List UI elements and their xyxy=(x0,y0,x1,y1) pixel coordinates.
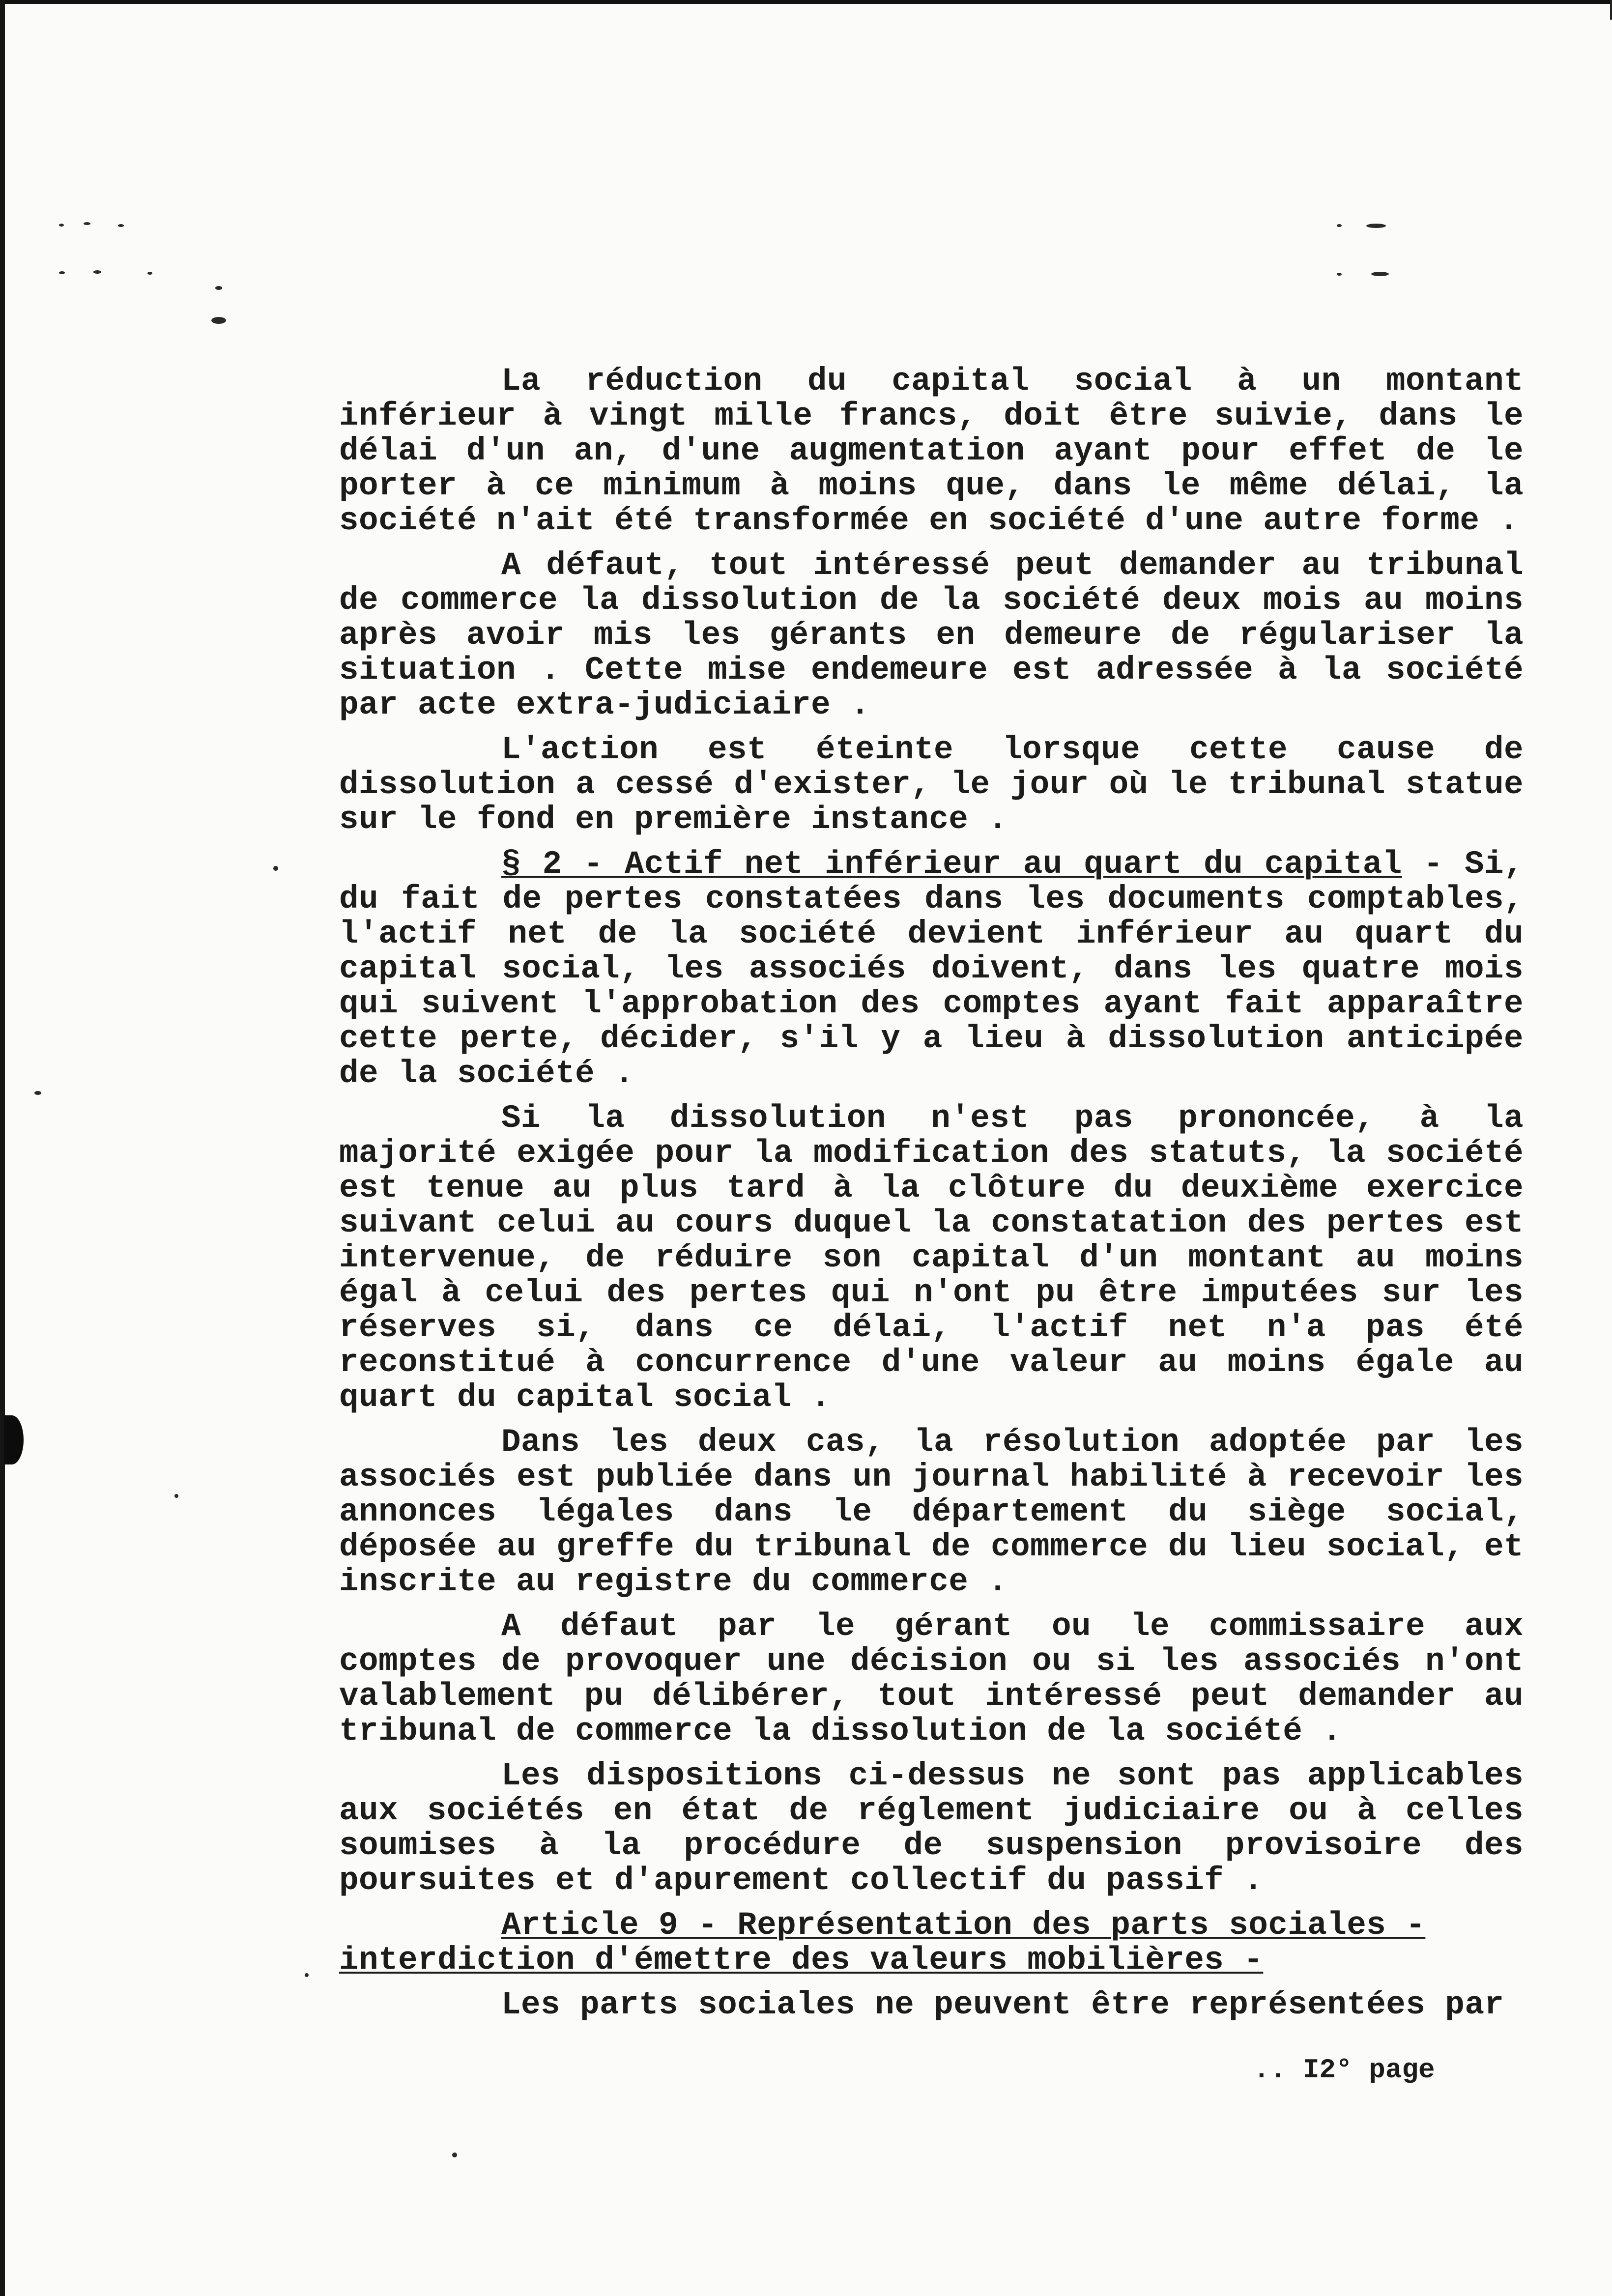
scan-speck xyxy=(34,1091,41,1095)
document-body xyxy=(339,364,1524,2032)
paragraph-defaut-dissolution: A défaut, tout intéressé peut demander au tribunal de commerce la dissolution de la société deux mois au moins après avoir mis les gérants en demeure de régulariser la situation . Cette mise endemeure est adressée à la société par acte extra-judiciaire . xyxy=(339,547,1524,723)
scan-speck xyxy=(273,866,278,871)
scan-speck xyxy=(215,286,222,290)
paragraph-defaut-gerant: A défaut par le gérant ou le commissaire aux comptes de provoquer une décision ou si les associés n'ont valablement pu délibérer, tout intéressé peut demander au tribunal de commerce la dissolution de la société . xyxy=(339,1608,1524,1750)
scan-speck xyxy=(1337,224,1342,227)
scan-speck xyxy=(1366,224,1386,228)
scan-speck xyxy=(1337,273,1342,276)
scan-border-top xyxy=(0,0,1612,4)
page-number: .. I2° page xyxy=(1253,2054,1435,2086)
scan-speck xyxy=(174,1494,178,1498)
paragraph-dispositions-non-applicables: Les dispositions ci-dessus ne sont pas applicables aux sociétés en état de réglement judiciaire ou à celles soumises à la procédure de suspension provisoire des poursuites et d'apurement collectif du passif . xyxy=(339,1757,1524,1899)
section-2-text: - Si, du fait de pertes constatées dans les documents comptables, l'actif net de la société devient inférieur au quart du capital social, les associés doivent, dans les quatre mois qui suivent l'approbation des comptes ayant fait apparaître cette perte, décider, s'il y a lieu à dissolution anticipée de la société . xyxy=(339,846,1524,1092)
scan-speck xyxy=(147,272,152,275)
paragraph-dissolution-non-prononcee: Si la dissolution n'est pas prononcée, à la majorité exigée pour la modification des statuts, la société est tenue au plus tard à la clôture du deuxième exercice suivant celui au cours duquel la constatation des pertes est intervenue, de réduire son capital d'un montant au moins égal à celui des pertes qui n'ont pu être imputées sur les réserves si, dans ce délai, l'actif net n'a pas été reconstitué à concurrence d'une valeur au moins égale au quart du capital social . xyxy=(339,1100,1524,1416)
scan-speck xyxy=(118,224,124,227)
scan-speck xyxy=(84,222,90,225)
scan-speck xyxy=(93,270,101,274)
paragraph-action-eteinte: L'action est éteinte lorsque cette cause de dissolution a cessé d'exister, le jour où le tribunal statue sur le fond en première instance . xyxy=(339,731,1524,838)
scan-speck xyxy=(452,2152,457,2157)
scan-speck xyxy=(59,224,64,227)
scan-speck xyxy=(59,271,65,274)
scan-speck xyxy=(1371,272,1389,276)
section-2-paragraph xyxy=(339,847,1524,1091)
paragraph-resolution-publiee: Dans les deux cas, la résolution adoptée par les associés est publiée dans un journal habilité à recevoir les annonces légales dans le département du siège social, déposée au greffe du tribunal de commerce du lieu social, et inscrite au registre du commerce . xyxy=(339,1424,1524,1600)
scan-smudge xyxy=(4,1415,24,1464)
scan-speck xyxy=(211,317,226,324)
article-9-first-line: Les parts sociales ne peuvent être représentées par xyxy=(501,1986,1504,2023)
article-9-heading: Article 9 - Représentation des parts sociales - interdiction d'émettre des valeurs mobilières - xyxy=(339,1907,1426,1979)
section-2-heading: § 2 - Actif net inférieur au quart du capital xyxy=(501,846,1402,883)
scan-speck xyxy=(305,1973,309,1977)
scan-border-left xyxy=(0,0,5,2296)
paragraph-reduction-capital: La réduction du capital social à un montant inférieur à vingt mille francs, doit être suivie, dans le délai d'un an, d'une augmentation ayant pour effet de le porter à ce minimum à moins que, dans le même délai, la société n'ait été transformée en société d'une autre forme . xyxy=(339,363,1524,539)
scan-border-right xyxy=(1610,0,1612,20)
